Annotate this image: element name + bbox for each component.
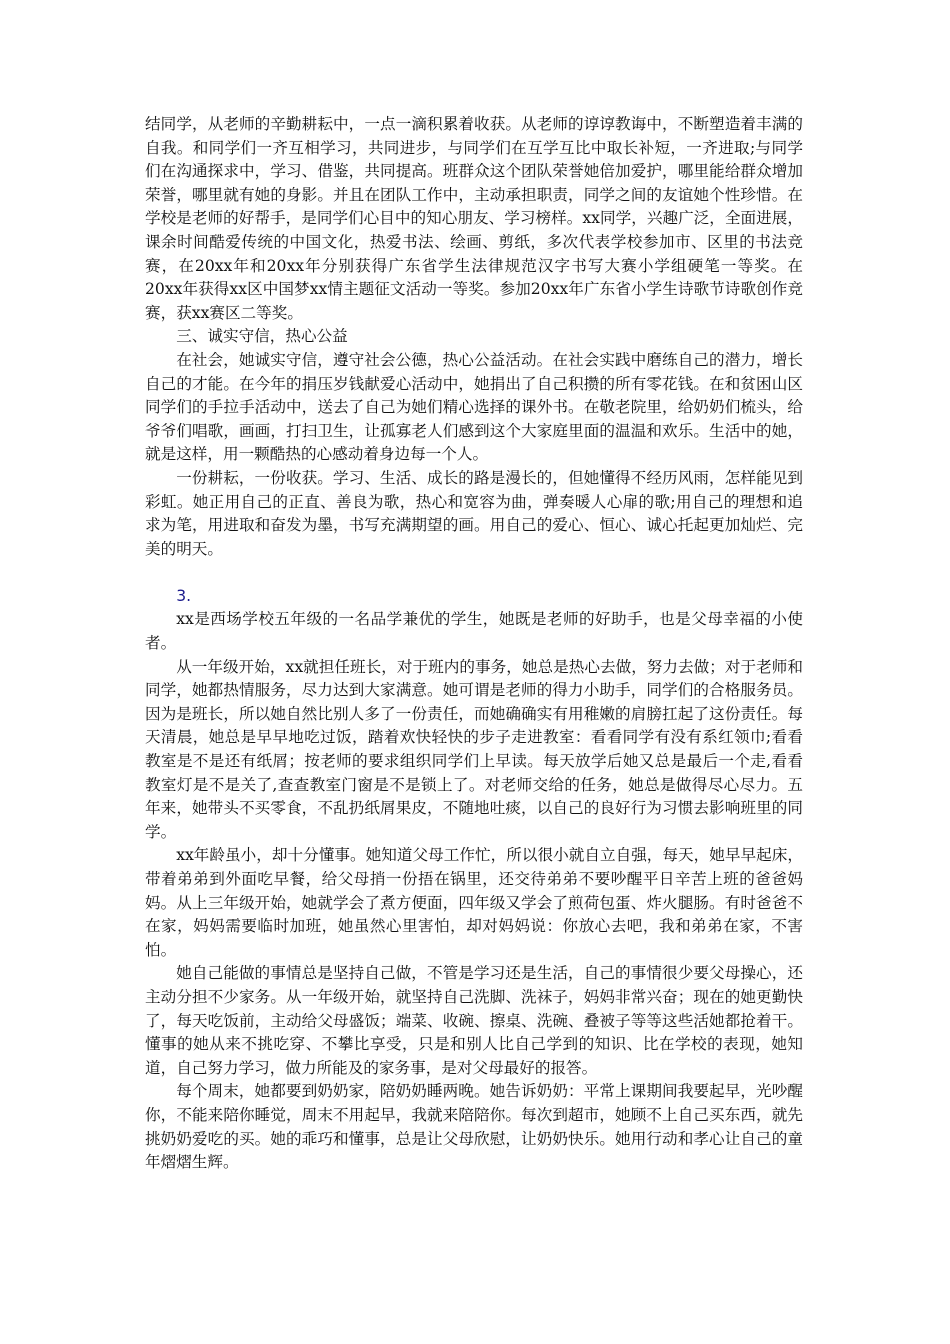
paragraph-society: 在社会，她诚实守信，遵守社会公德，热心公益活动。在社会实践中磨练自己的潜力，增长自己的才能。在今年的捐压岁钱献爱心活动中，她捐出了自己积攒的所有零花钱。在和贫困山区同学们的手拉手活动中，送去了自己为她们精心选择的课外书。在敬老院里，给奶奶们梳头，给爷爷们唱歌，画画，打扫卫生，让孤寡老人们感到这个大家庭里面的温温和欢乐。生活中的她，就是这样，用一颗酷热的心感动着身边每一个人。 [145,350,803,464]
document-page [145,113,803,1175]
paragraph-grandmother: 每个周末，她都要到奶奶家，陪奶奶睡两晚。她告诉奶奶：平常上课期间我要起早，光吵醒你，不能来陪你睡觉，周末不用起早，我就来陪陪你。每次到超市，她顾不上自己买东西，就先挑奶奶爱吃的买。她的乖巧和懂事，总是让父母欣慰，让奶奶快乐。她用行动和孝心让自己的童年熠熠生辉。 [145,1082,803,1172]
paragraph-intro: xx是西场学校五年级的一名品学兼优的学生，她既是老师的好助手，也是父母幸福的小使者。 [145,610,803,653]
section-number: 3. [176,586,192,605]
paragraph-independence: xx年龄虽小，却十分懂事。她知道父母工作忙，所以很小就自立自强，每天，她早早起床，带着弟弟到外面吃早餐，给父母捎一份捂在锅里，还交待弟弟不要吵醒平日辛苦上班的爸爸妈妈。从上三年级开始，她就学会了煮方便面，四年级又学会了煎荷包蛋、炸火腿肠。有时爸爸不在家，妈妈需要临时加班，她虽然心里害怕，却对妈妈说：你放心去吧，我和弟弟在家，不害怕。 [145,846,803,959]
paragraph-chores: 她自己能做的事情总是坚持自己做，不管是学习还是生活，自己的事情很少要父母操心，还主动分担不少家务。从一年级开始，就坚持自己洗脚、洗袜子，妈妈非常兴奋；现在的她更勤快了，每天吃饭前，主动给父母盛饭；端菜、收碗、擦桌、洗碗、叠被子等等这些活她都抢着干。懂事的她从来不挑吃穿、不攀比享受，只是和别人比自己学到的知识、比在学校的表现，她知道，自己努力学习，做力所能及的家务事，是对父母最好的报答。 [145,964,803,1077]
section-heading-honesty: 三、诚实守信，热心公益 [176,327,348,346]
paragraph-continuation: 结同学，从老师的辛勤耕耘中，一点一滴积累着收获。从老师的谆谆教诲中，不断塑造着丰满的自我。和同学们一齐互相学习，共同进步，与同学们在互学互比中取长补短，一齐进取;与同学们在沟通探求中，学习、借鉴，共同提高。班群众这个团队荣誉她倍加爱护，哪里能给群众增加荣誉，哪里就有她的身影。并且在团队工作中，主动承担职责，同学之间的友谊她个性珍惜。在学校是老师的好帮手，是同学们心目中的知心朋友、学习榜样。xx同学，兴趣广泛，全面进展，课余时间酷爱传统的中国文化，热爱书法、绘画、剪纸，多次代表学校参加市、区里的书法竞赛，在20xx年和20xx年分别获得广东省学生法律规范汉字书写大赛小学组硬笔一等奖。在20xx年获得xx区中国梦xx情主题征文活动一等奖。参加20xx年广东省小学生诗歌节诗歌创作竞赛，获xx赛区二等奖。 [145,115,803,322]
paragraph-conclusion: 一份耕耘，一份收获。学习、生活、成长的路是漫长的，但她懂得不经历风雨，怎样能见到彩虹。她正用自己的正直、善良为歌，热心和宽容为曲，弹奏暖人心扉的歌;用自己的理想和追求为笔，用进取和奋发为墨，书写充满期望的画。用自己的爱心、恒心、诚心托起更加灿烂、完美的明天。 [145,468,803,558]
paragraph-class-monitor: 从一年级开始，xx就担任班长，对于班内的事务，她总是热心去做，努力去做；对于老师和同学，她都热情服务，尽力达到大家满意。她可谓是老师的得力小助手，同学们的合格服务员。因为是班长，所以她自然比别人多了一份责任，而她确确实有用稚嫩的肩膀扛起了这份责任。每天清晨，她总是早早地吃过饭，踏着欢快轻快的步子走进教室：看看同学有没有系红领巾;看看教室是不是还有纸屑；按老师的要求组织同学们上早读。每天放学后她又总是最后一个走,看看教室灯是不是关了,查查教室门窗是不是锁上了。对老师交给的任务，她总是做得尽心尽力。五年来，她带头不买零食，不乱扔纸屑果皮，不随地吐痰，以自己的良好行为习惯去影响班里的同学。 [145,657,803,841]
